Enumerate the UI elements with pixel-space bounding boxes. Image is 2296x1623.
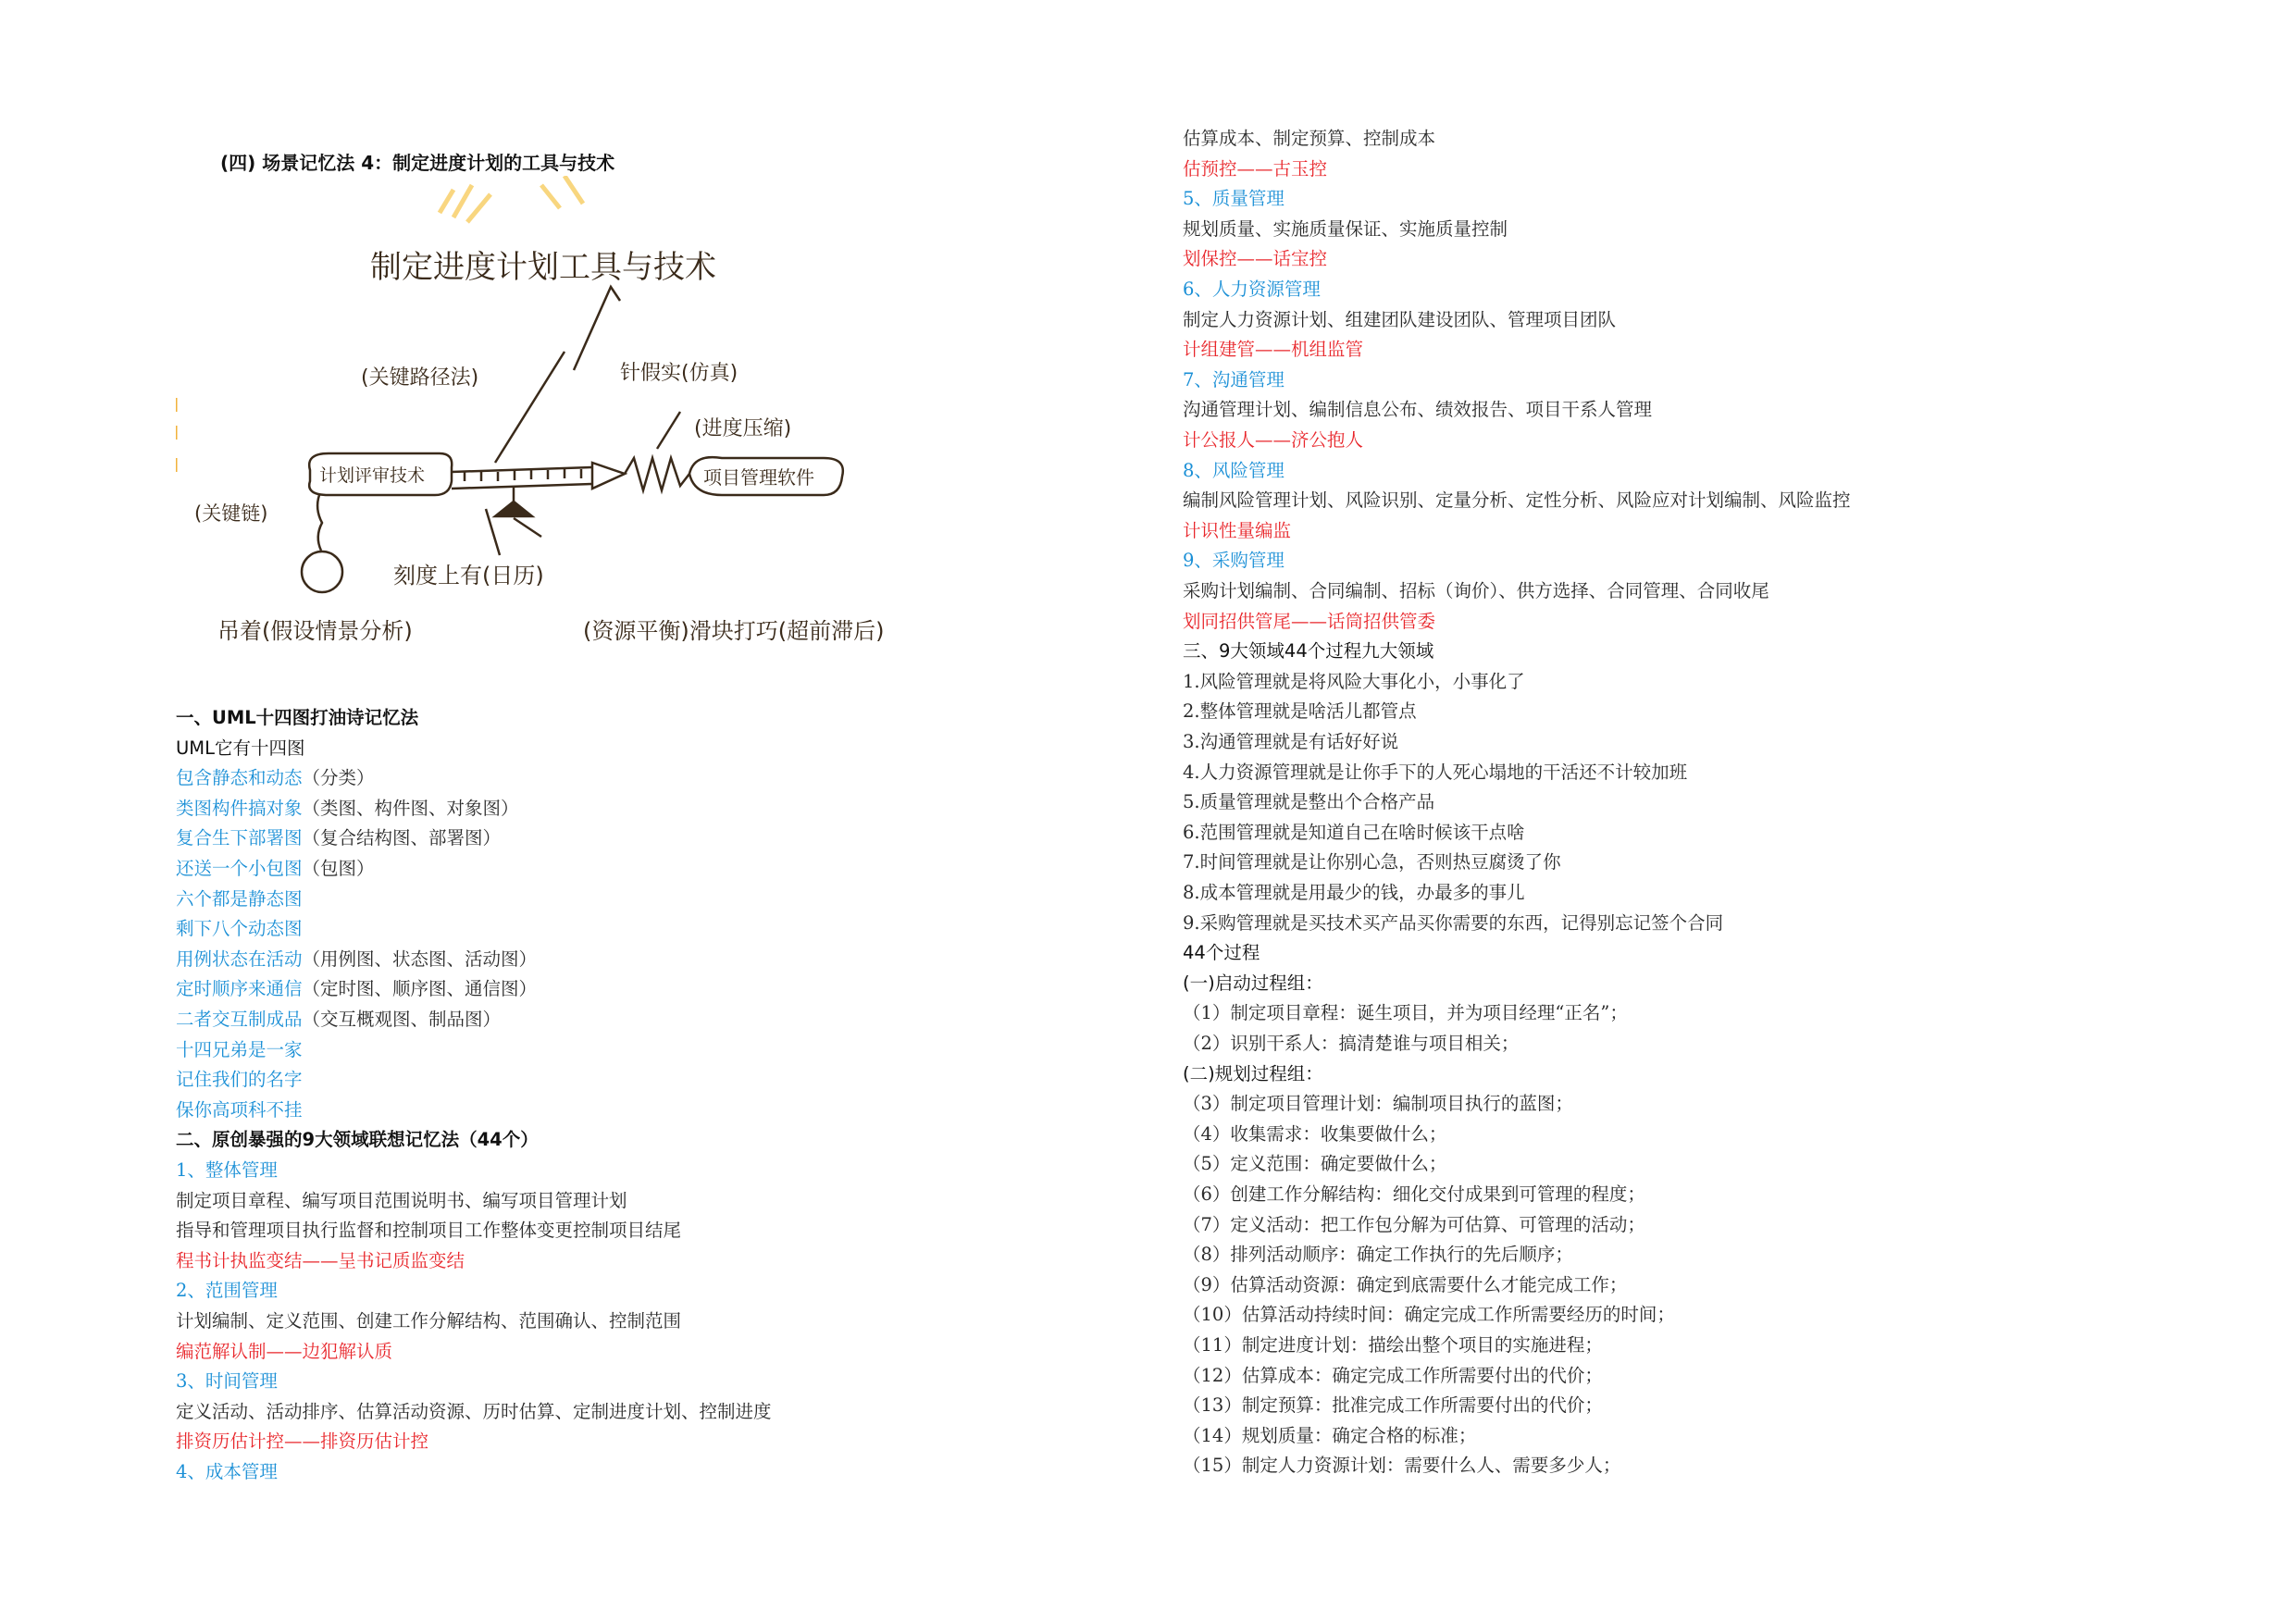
label-what-if: 针假实(仿真) (620, 362, 738, 385)
left-line: 一、UML十四图打油诗记忆法 (176, 707, 419, 728)
right-line: （9）估算活动资源：确定到底需要什么才能完成工作； (1183, 1273, 1628, 1295)
sketch-title: 制定进度计划工具与技术 (370, 249, 716, 286)
right-line: 沟通管理计划、编制信息公布、绩效报告、项目干系人管理 (1183, 399, 1653, 421)
left-line-part: 二者交互制成品 (176, 1009, 303, 1030)
right-line: （13）制定预算：批准完成工作所需要付出的代价； (1183, 1394, 1603, 1417)
left-line (176, 766, 375, 790)
right-line: 9.采购管理就是买技术买产品买你需要的东西，记得别忘记签个合同 (1183, 911, 1724, 934)
label-resource-leveling: (资源平衡)滑块打巧(超前滞后) (583, 618, 885, 644)
right-line: 计组建管——机组监管 (1183, 339, 1364, 361)
left-line-part: 还送一个小包图 (176, 858, 303, 879)
left-line: 排资历估计控——排资历估计控 (176, 1431, 429, 1453)
right-line: 计识性量编监 (1183, 519, 1292, 541)
right-line: （4）收集需求：收集要做什么； (1183, 1122, 1447, 1145)
right-line: 6、人力资源管理 (1183, 279, 1321, 300)
right-line: （2）识别干系人：搞清楚谁与项目相关； (1183, 1033, 1520, 1054)
right-line: （10）估算活动持续时间：确定完成工作所需要经历的时间； (1183, 1304, 1675, 1326)
left-line: 记住我们的名字 (176, 1069, 303, 1091)
left-line (176, 1008, 501, 1032)
right-line: （15）制定人力资源计划：需要什么人、需要多少人； (1183, 1455, 1621, 1477)
right-line: （3）制定项目管理计划：编制项目执行的蓝图； (1183, 1093, 1573, 1115)
right-line: （1）制定项目章程：诞生项目，并为项目经理“正名”； (1183, 1002, 1628, 1024)
right-line: 划同招供管尾——话筒招供管委 (1183, 610, 1436, 632)
left-line-part: 定时顺序来通信 (176, 978, 303, 1000)
label-what-if-hanging: 吊着(假设情景分析) (217, 618, 413, 644)
left-line: 指导和管理项目执行监督和控制项目工作整体变更控制项目结尾 (176, 1220, 682, 1242)
left-line (176, 857, 375, 881)
right-line: 编制风险管理计划、风险识别、定量分析、定性分析、风险应对计划编制、风险监控 (1183, 489, 1851, 512)
right-line: 8、风险管理 (1183, 459, 1285, 481)
left-line: 六个都是静态图 (176, 887, 303, 910)
left-line (176, 948, 537, 972)
right-line: 5、质量管理 (1183, 188, 1285, 210)
right-line: （8）排列活动顺序：确定工作执行的先后顺序； (1183, 1244, 1573, 1266)
left-line-part: 类图构件搞对象 (176, 797, 303, 819)
right-line: 5.质量管理就是整出个合格产品 (1183, 791, 1435, 813)
left-line: 制定项目章程、编写项目范围说明书、编写项目管理计划 (176, 1189, 627, 1211)
label-scale-calendar: 刻度上有(日历) (393, 563, 544, 588)
left-line: 程书计执监变结——呈书记质监变结 (176, 1249, 465, 1271)
right-line: （11）制定进度计划：描绘出整个项目的实施进程； (1183, 1334, 1603, 1356)
right-line: 44个过程 (1183, 942, 1260, 964)
highlight-decoration (440, 176, 583, 222)
left-line: 十四兄弟是一家 (176, 1038, 303, 1060)
left-line: 二、原创暴强的9大领域联想记忆法（44个） (176, 1129, 539, 1151)
right-line: 4.人力资源管理就是让你手下的人死心塌地的干活还不计较加班 (1183, 761, 1688, 783)
left-line-part: （分类） (302, 767, 375, 789)
left-line-part: （用例图、状态图、活动图） (302, 948, 538, 970)
right-line: 采购计划编制、合同编制、招标（询价）、供方选择、合同管理、合同收尾 (1183, 580, 1769, 601)
right-line: 计公报人——济公抱人 (1183, 429, 1364, 451)
left-line: 1、整体管理 (176, 1159, 278, 1181)
left-line: 保你高项科不挂 (176, 1098, 303, 1121)
left-line: 定义活动、活动排序、估算活动资源、历时估算、定制进度计划、控制进度 (176, 1400, 772, 1422)
label-review-technique: 计划评审技术 (319, 465, 426, 486)
left-line-part: （定时图、顺序图、通信图） (302, 978, 538, 1000)
left-line: UML它有十四图 (176, 737, 305, 759)
right-line: 7.时间管理就是让你别心急，否则热豆腐烫了你 (1183, 851, 1561, 873)
section-title: (四) 场景记忆法 4：制定进度计划的工具与技术 (220, 152, 615, 174)
right-line: 三、9大领域44个过程九大领域 (1183, 640, 1434, 663)
right-line: 规划质量、实施质量保证、实施质量控制 (1183, 217, 1508, 240)
schedule-tools-sketch (176, 176, 944, 675)
left-line: 3、时间管理 (176, 1370, 278, 1393)
right-line: 1.风险管理就是将风险大事化小，小事化了 (1183, 670, 1525, 692)
right-line: （12）估算成本：确定完成工作所需要付出的代价； (1183, 1364, 1603, 1386)
right-line: 估算成本、制定预算、控制成本 (1183, 128, 1436, 149)
right-line: 8.成本管理就是用最少的钱，办最多的事儿 (1183, 882, 1525, 903)
left-line: 剩下八个动态图 (176, 918, 303, 940)
left-line: 计划编制、定义范围、创建工作分解结构、范围确认、控制范围 (176, 1310, 682, 1332)
right-line: 6.范围管理就是知道自己在啥时候该干点啥 (1183, 821, 1525, 843)
left-line: 2、范围管理 (176, 1280, 278, 1302)
right-line: 7、沟通管理 (1183, 368, 1285, 390)
right-line: (二)规划过程组： (1183, 1062, 1323, 1084)
left-line-part: （复合结构图、部署图） (302, 827, 502, 849)
right-line: （14）规划质量：确定合格的标准； (1183, 1424, 1477, 1446)
right-line: 估预控——古玉控 (1183, 157, 1328, 180)
left-line (176, 797, 519, 821)
left-line-part: 包含静态和动态 (176, 767, 303, 789)
label-pm-software: 项目管理软件 (703, 466, 814, 489)
left-line: 编范解认制——边犯解认质 (176, 1340, 393, 1362)
right-line: （6）创建工作分解结构：细化交付成果到可管理的程度； (1183, 1183, 1645, 1205)
left-line-part: （包图） (302, 858, 375, 879)
right-line: 2.整体管理就是啥活儿都管点 (1183, 700, 1417, 723)
right-line: 制定人力资源计划、组建团队建设团队、管理项目团队 (1183, 308, 1617, 330)
label-compression: (进度压缩) (694, 417, 792, 440)
right-line: （5）定义范围：确定要做什么； (1183, 1153, 1447, 1175)
label-critical-chain: (关键链) (194, 502, 268, 525)
right-line: 3.沟通管理就是有话好好说 (1183, 731, 1399, 752)
left-line (176, 977, 537, 1001)
right-line: 划保控——话宝控 (1183, 248, 1328, 270)
left-line-part: （类图、构件图、对象图） (302, 797, 519, 819)
left-line-part: （交互概观图、制品图） (302, 1009, 502, 1030)
left-line (176, 826, 501, 850)
left-line: 4、成本管理 (176, 1461, 278, 1482)
left-line-part: 复合生下部署图 (176, 827, 303, 849)
label-critical-path: (关键路径法) (361, 366, 479, 390)
right-line: (一)启动过程组： (1183, 972, 1323, 994)
right-line: 9、采购管理 (1183, 550, 1285, 572)
right-line: （7）定义活动：把工作包分解为可估算、可管理的活动； (1183, 1213, 1645, 1235)
left-line-part: 用例状态在活动 (176, 948, 303, 970)
